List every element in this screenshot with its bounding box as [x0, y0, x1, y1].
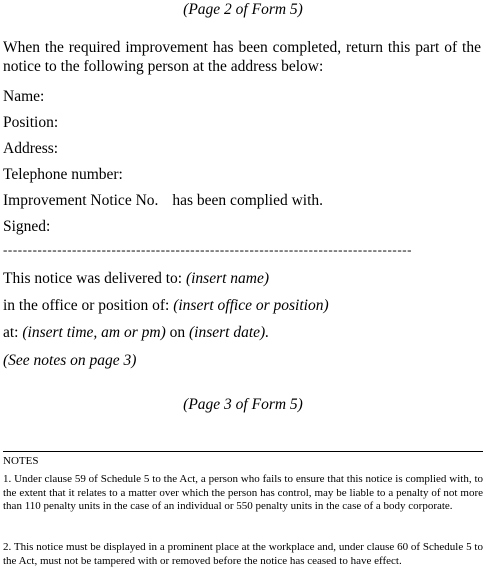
time-date-line	[3, 323, 269, 342]
position-field-label: Position:	[3, 114, 59, 131]
office-position-label: in the office or position of:	[3, 297, 170, 314]
signed-field-label: Signed:	[3, 218, 51, 235]
notes-divider-rule	[3, 451, 483, 452]
page-3-header: (Page 3 of Form 5)	[183, 396, 303, 413]
note-2: 2. This notice must be displayed in a prominent place at the workplace and, under clause 60 of Schedule 5 to the Act, must not be tampered with or removed before the notice has ceased to have effect.	[3, 541, 483, 567]
insert-office-placeholder: (insert office or position)	[173, 297, 329, 314]
notes-heading: NOTES	[3, 455, 39, 467]
telephone-field-label: Telephone number:	[3, 166, 123, 183]
improvement-complied-text: has been complied with.	[172, 192, 324, 209]
delivered-to-line	[3, 269, 269, 288]
insert-name-placeholder: (insert name)	[185, 270, 270, 287]
page-2-header: (Page 2 of Form 5)	[183, 1, 303, 18]
improvement-notice-label: Improvement Notice No.	[3, 192, 159, 209]
at-label: at:	[3, 324, 19, 341]
see-notes-reference: (See notes on page 3)	[3, 352, 137, 369]
address-field-label: Address:	[3, 140, 59, 157]
on-label: on	[169, 324, 186, 341]
return-instructions: When the required improvement has been completed, return this part of the notice to the following person at the address below:	[3, 39, 481, 75]
insert-time-placeholder: (insert time, am or pm)	[22, 324, 166, 341]
improvement-notice-line	[3, 191, 323, 210]
note-1: 1. Under clause 59 of Schedule 5 to the Act, a person who fails to ensure that this notice is complied with, to the extent that it relates to a matter over which the person has control, may be liable to a penalty of not more than 110 penalty units in the case of an individual or 550 penalty units in the case of a body corporate.	[3, 473, 483, 512]
insert-date-placeholder: (insert date).	[189, 324, 270, 341]
delivered-to-label: This notice was delivered to:	[3, 270, 183, 287]
tear-off-divider: -----------------------------------------------------------------------------------	[3, 242, 413, 257]
office-position-line	[3, 296, 329, 315]
name-field-label: Name:	[3, 88, 45, 105]
